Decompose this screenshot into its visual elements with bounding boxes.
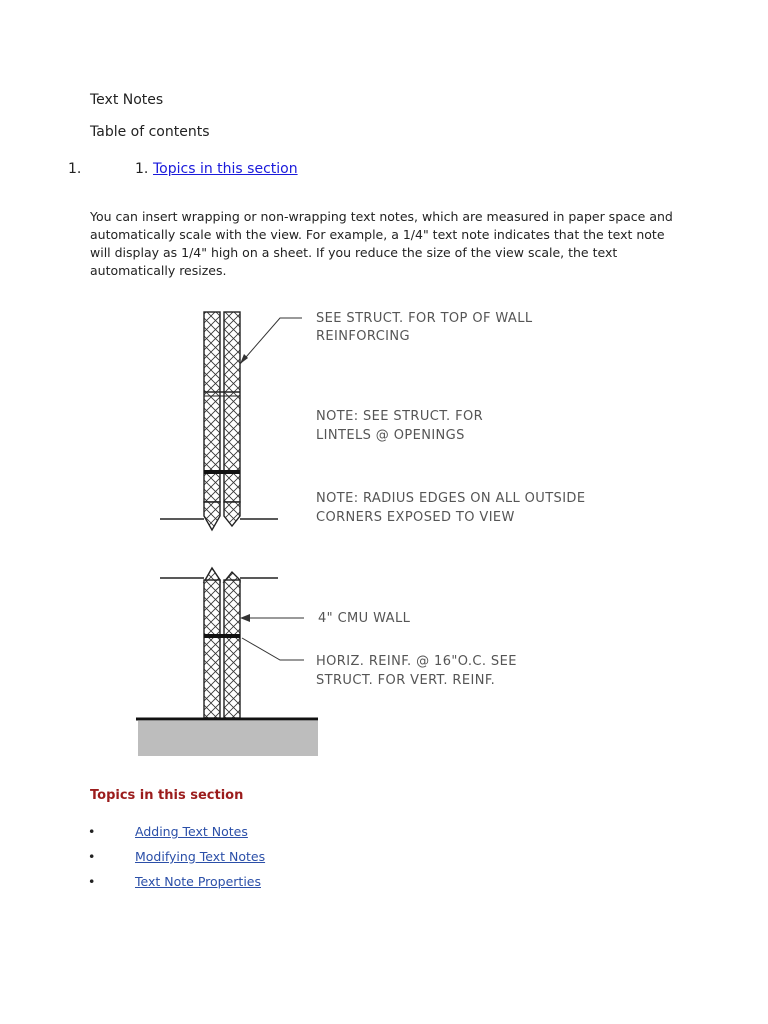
topic-link-adding-text-notes[interactable]: Adding Text Notes	[135, 824, 248, 839]
intro-paragraph: You can insert wrapping or non-wrapping text notes, which are measured in paper space and automatically scale with the view. For example, a 1/4" text note indicates that the text note will display as 1/4" high on a sheet. If you reduce the size of the view scale, the text automatically resizes.	[90, 208, 673, 279]
upper-wall-section	[160, 312, 302, 530]
note-horiz-reinf-line2: STRUCT. FOR VERT. REINF.	[316, 673, 496, 688]
note-radius-line2: CORNERS EXPOSED TO VIEW	[316, 510, 515, 525]
section-heading: Topics in this section	[90, 788, 244, 803]
note-top-wall-line2: REINFORCING	[316, 329, 411, 344]
list-item	[0, 824, 768, 849]
note-lintels-line2: LINTELS @ OPENINGS	[316, 428, 465, 443]
bullet: •	[88, 849, 96, 864]
toc-heading: Table of contents	[90, 124, 210, 140]
note-cmu-wall: 4" CMU WALL	[318, 611, 411, 626]
note-lintels-line1: NOTE: SEE STRUCT. FOR	[316, 409, 484, 424]
topic-list	[0, 824, 768, 899]
bullet: •	[88, 874, 96, 889]
topic-link-modifying-text-notes[interactable]: Modifying Text Notes	[135, 849, 266, 864]
bullet: •	[88, 824, 96, 839]
lower-wall-section	[136, 568, 318, 756]
topic-link-text-note-properties[interactable]: Text Note Properties	[135, 874, 261, 889]
cmu-wall-detail-figure	[130, 298, 586, 760]
list-item	[0, 874, 768, 899]
list-item	[0, 849, 768, 874]
note-horiz-reinf-line1: HORIZ. REINF. @ 16"O.C. SEE	[316, 654, 517, 669]
toc-item	[0, 161, 768, 181]
note-radius-line1: NOTE: RADIUS EDGES ON ALL OUTSIDE	[316, 491, 586, 506]
toc-inner-number: 1.	[135, 161, 149, 177]
note-top-wall-line1: SEE STRUCT. FOR TOP OF WALL	[316, 311, 533, 326]
page-title: Text Notes	[90, 92, 164, 108]
toc-outer-number: 1.	[68, 161, 82, 177]
toc-link-topics[interactable]: Topics in this section	[153, 161, 298, 177]
